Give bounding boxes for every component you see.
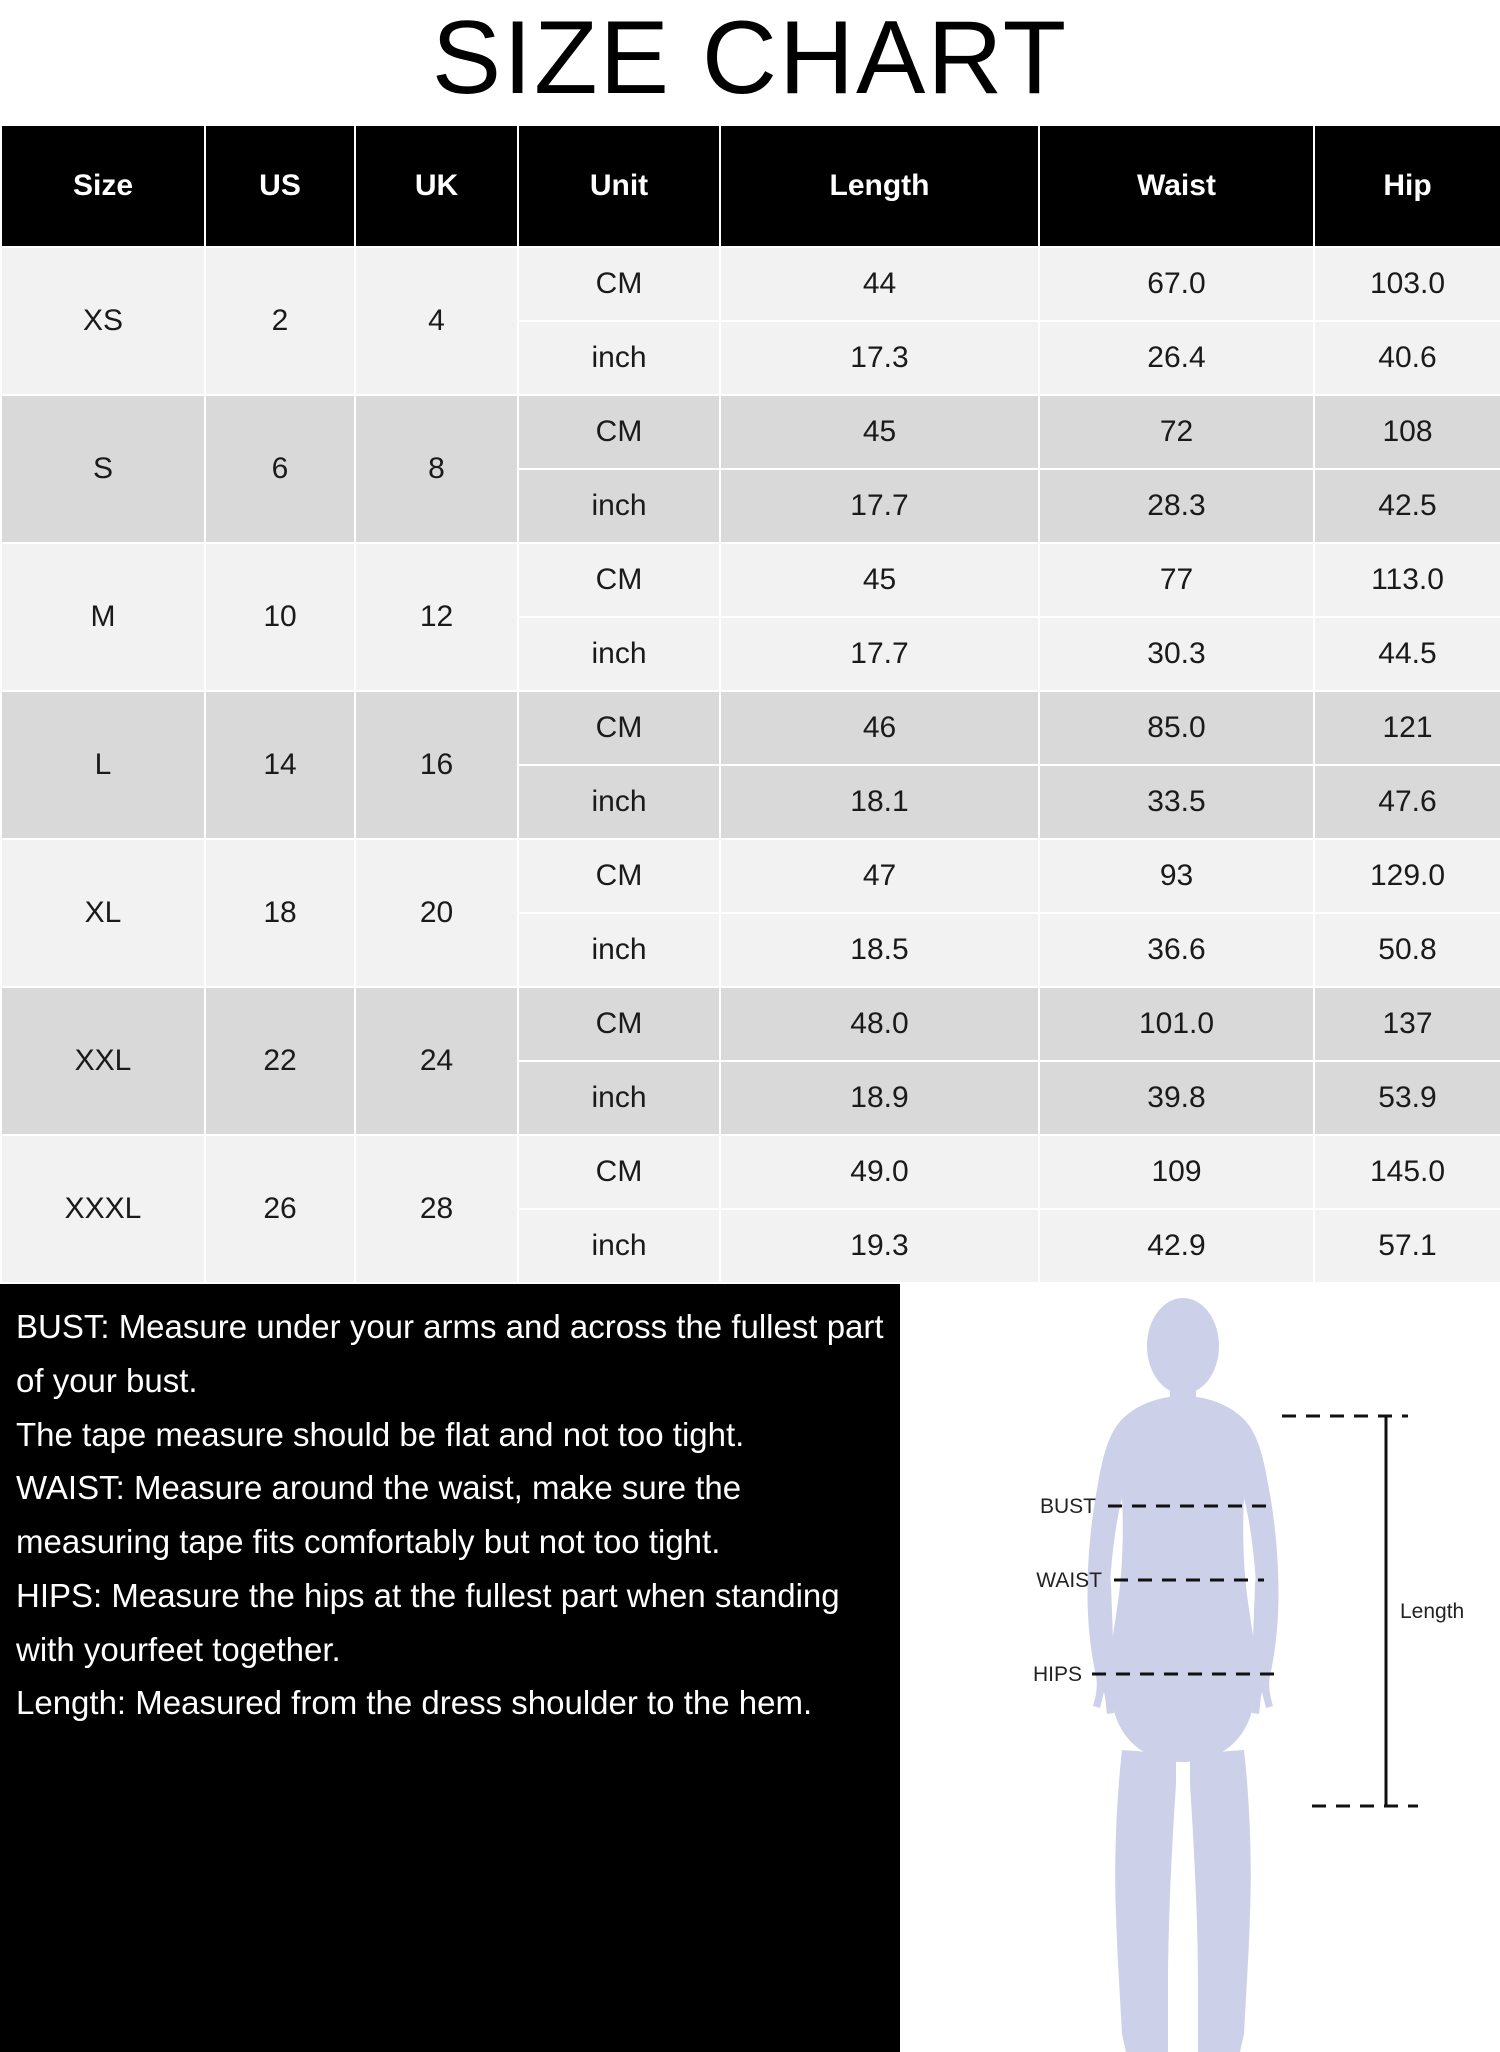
hips-label: HIPS <box>1032 1663 1082 1686</box>
size-chart-table <box>0 124 1500 1284</box>
column-header-size: Size <box>1 125 205 247</box>
body-figure-pane <box>900 1284 1500 2052</box>
cell-hip: 145.0 <box>1314 1135 1500 1209</box>
table-row <box>1 247 1500 321</box>
cell-us: 6 <box>205 395 355 543</box>
cell-waist: 77 <box>1039 543 1314 617</box>
cell-size: XXL <box>1 987 205 1135</box>
cell-uk: 12 <box>355 543 518 691</box>
body-measurement-diagram <box>900 1284 1500 2052</box>
cell-unit: CM <box>518 395 720 469</box>
cell-us: 10 <box>205 543 355 691</box>
cell-unit: inch <box>518 765 720 839</box>
cell-waist: 109 <box>1039 1135 1314 1209</box>
cell-unit: inch <box>518 469 720 543</box>
note-length: Length: Measured from the dress shoulder to the hem. <box>16 1684 813 1722</box>
cell-hip: 50.8 <box>1314 913 1500 987</box>
cell-us: 18 <box>205 839 355 987</box>
cell-hip: 103.0 <box>1314 247 1500 321</box>
cell-length: 45 <box>720 543 1039 617</box>
cell-size: XS <box>1 247 205 395</box>
cell-size: L <box>1 691 205 839</box>
table-row <box>1 691 1500 765</box>
table-row <box>1 987 1500 1061</box>
cell-uk: 8 <box>355 395 518 543</box>
cell-length: 17.7 <box>720 469 1039 543</box>
cell-unit: inch <box>518 617 720 691</box>
note-waist: WAIST: Measure around the waist, make sure the measuring tape fits comfortably but not too tight. <box>16 1469 742 1561</box>
cell-hip: 53.9 <box>1314 1061 1500 1135</box>
cell-waist: 42.9 <box>1039 1209 1314 1283</box>
cell-size: S <box>1 395 205 543</box>
cell-hip: 113.0 <box>1314 543 1500 617</box>
cell-waist: 72 <box>1039 395 1314 469</box>
cell-us: 2 <box>205 247 355 395</box>
cell-hip: 47.6 <box>1314 765 1500 839</box>
waist-label: WAIST <box>1036 1569 1102 1592</box>
cell-uk: 20 <box>355 839 518 987</box>
cell-length: 17.3 <box>720 321 1039 395</box>
cell-uk: 16 <box>355 691 518 839</box>
cell-waist: 33.5 <box>1039 765 1314 839</box>
cell-us: 14 <box>205 691 355 839</box>
cell-unit: CM <box>518 543 720 617</box>
cell-waist: 36.6 <box>1039 913 1314 987</box>
cell-length: 17.7 <box>720 617 1039 691</box>
cell-hip: 40.6 <box>1314 321 1500 395</box>
cell-us: 26 <box>205 1135 355 1283</box>
cell-waist: 101.0 <box>1039 987 1314 1061</box>
table-header-row <box>1 125 1500 247</box>
table-row <box>1 395 1500 469</box>
cell-length: 18.9 <box>720 1061 1039 1135</box>
cell-uk: 4 <box>355 247 518 395</box>
cell-length: 18.1 <box>720 765 1039 839</box>
column-header-unit: Unit <box>518 125 720 247</box>
cell-unit: CM <box>518 1135 720 1209</box>
cell-size: M <box>1 543 205 691</box>
cell-length: 47 <box>720 839 1039 913</box>
note-tape: The tape measure should be flat and not too tight. <box>16 1415 745 1453</box>
cell-waist: 85.0 <box>1039 691 1314 765</box>
cell-unit: inch <box>518 321 720 395</box>
bottom-section <box>0 1284 1500 2052</box>
column-header-uk: UK <box>355 125 518 247</box>
cell-hip: 42.5 <box>1314 469 1500 543</box>
cell-unit: CM <box>518 691 720 765</box>
cell-hip: 129.0 <box>1314 839 1500 913</box>
table-row <box>1 543 1500 617</box>
measuring-instructions <box>0 1284 900 2052</box>
cell-uk: 28 <box>355 1135 518 1283</box>
cell-unit: inch <box>518 913 720 987</box>
bust-label: BUST <box>1039 1495 1096 1518</box>
cell-length: 49.0 <box>720 1135 1039 1209</box>
cell-hip: 137 <box>1314 987 1500 1061</box>
column-header-waist: Waist <box>1039 125 1314 247</box>
table-row <box>1 839 1500 913</box>
cell-waist: 26.4 <box>1039 321 1314 395</box>
cell-length: 48.0 <box>720 987 1039 1061</box>
page-title: SIZE CHART <box>431 0 1069 116</box>
table-row <box>1 1135 1500 1209</box>
column-header-length: Length <box>720 125 1039 247</box>
cell-waist: 93 <box>1039 839 1314 913</box>
note-bust: BUST: Measure under your arms and across the fullest part of your bust. <box>16 1308 884 1399</box>
cell-unit: CM <box>518 839 720 913</box>
cell-waist: 28.3 <box>1039 469 1314 543</box>
cell-length: 45 <box>720 395 1039 469</box>
cell-length: 19.3 <box>720 1209 1039 1283</box>
cell-unit: CM <box>518 247 720 321</box>
cell-size: XL <box>1 839 205 987</box>
cell-hip: 44.5 <box>1314 617 1500 691</box>
cell-length: 44 <box>720 247 1039 321</box>
cell-length: 18.5 <box>720 913 1039 987</box>
cell-uk: 24 <box>355 987 518 1135</box>
cell-unit: CM <box>518 987 720 1061</box>
cell-hip: 57.1 <box>1314 1209 1500 1283</box>
cell-hip: 108 <box>1314 395 1500 469</box>
cell-us: 22 <box>205 987 355 1135</box>
cell-waist: 30.3 <box>1039 617 1314 691</box>
cell-size: XXXL <box>1 1135 205 1283</box>
cell-hip: 121 <box>1314 691 1500 765</box>
cell-waist: 67.0 <box>1039 247 1314 321</box>
cell-length: 46 <box>720 691 1039 765</box>
column-header-us: US <box>205 125 355 247</box>
note-hips: HIPS: Measure the hips at the fullest part when standing with yourfeet together. <box>16 1576 840 1668</box>
length-label: Length <box>1400 1600 1465 1623</box>
column-header-hip: Hip <box>1314 125 1500 247</box>
cell-waist: 39.8 <box>1039 1061 1314 1135</box>
cell-unit: inch <box>518 1061 720 1135</box>
cell-unit: inch <box>518 1209 720 1283</box>
